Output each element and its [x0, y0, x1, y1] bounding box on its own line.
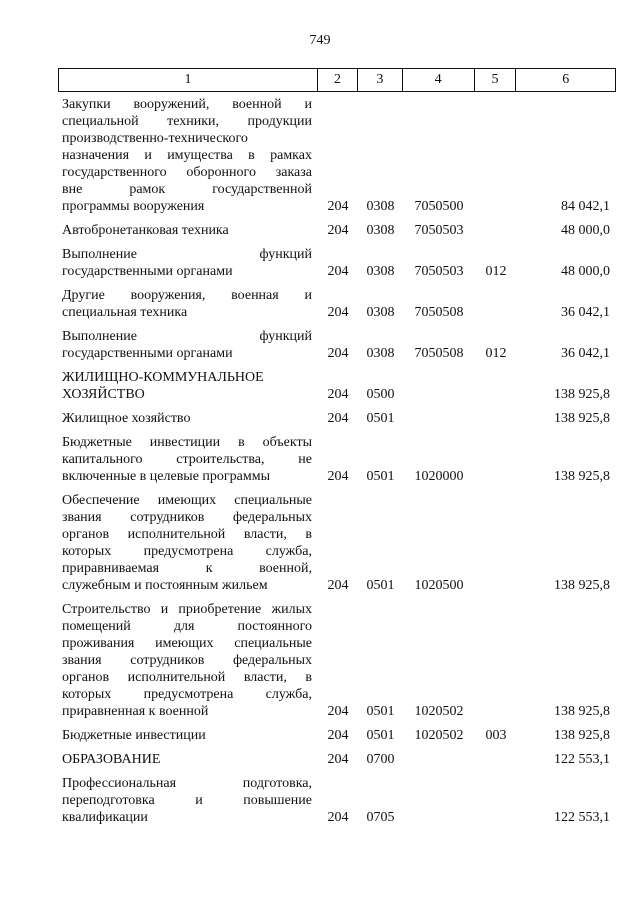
row-col-2: 204 — [327, 728, 349, 743]
row-description-line: включенные в целевые программы — [62, 469, 271, 484]
row-description — [58, 287, 318, 321]
row-col-2: 204 — [327, 752, 349, 767]
row-description-line: Бюджетные инвестиции — [62, 728, 206, 743]
row-description-line: производственно-технического — [62, 131, 248, 146]
row-description — [58, 246, 318, 280]
row-description-line: приравниваемая к военной, — [62, 561, 312, 576]
row-description-line: органов исполнительной власти, в — [62, 670, 312, 685]
table-row — [58, 328, 616, 362]
row-description — [58, 434, 318, 485]
row-col-2: 204 — [327, 469, 349, 484]
row-col-4: 1020502 — [414, 704, 464, 719]
row-col-5: 012 — [485, 346, 507, 361]
row-col-4: 1020000 — [414, 469, 464, 484]
row-description-line: назначения и имущества в рамках — [62, 148, 312, 163]
table-row — [58, 492, 616, 594]
header-col-6: 6 — [562, 72, 570, 87]
header-col-5: 5 — [475, 69, 517, 91]
row-description-line: помещений для постоянного — [62, 619, 312, 634]
header-col-3: 3 — [358, 69, 403, 91]
row-description — [58, 410, 318, 427]
row-col-2: 204 — [327, 578, 349, 593]
row-col-6: 48 000,0 — [561, 264, 610, 279]
row-col-3: 0308 — [366, 199, 395, 214]
row-col-3: 0501 — [366, 704, 395, 719]
row-col-2: 204 — [327, 704, 349, 719]
row-description-line: Закупки вооружений, военной и — [62, 97, 312, 112]
row-description — [58, 328, 318, 362]
header-col-4: 4 — [403, 69, 475, 91]
row-col-6: 36 042,1 — [561, 346, 610, 361]
row-col-3: 0501 — [366, 469, 395, 484]
row-description-line: Профессиональная подготовка, — [62, 776, 312, 791]
row-col-2: 204 — [327, 199, 349, 214]
row-description-line: государственного оборонного заказа — [62, 165, 312, 180]
row-description — [58, 96, 318, 215]
row-col-6: 138 925,8 — [554, 469, 610, 484]
row-description — [58, 492, 318, 594]
row-col-3: 0700 — [366, 752, 395, 767]
table-row — [58, 775, 616, 826]
table-row — [58, 434, 616, 485]
row-col-2: 204 — [327, 346, 349, 361]
row-description-line: программы вооружения — [62, 199, 205, 214]
row-col-4: 7050503 — [414, 264, 464, 279]
row-col-4: 1020500 — [414, 578, 464, 593]
row-col-3: 0501 — [366, 728, 395, 743]
row-description-line: специальной техники, продукции — [62, 114, 312, 129]
page-number: 749 — [309, 33, 331, 48]
row-description-line: проживания имеющих специальные — [62, 636, 312, 651]
row-col-6: 138 925,8 — [554, 578, 610, 593]
row-col-4: 7050508 — [414, 346, 464, 361]
row-description-line: Строительство и приобретение жилых — [62, 602, 312, 617]
row-col-2: 204 — [327, 264, 349, 279]
row-col-6: 138 925,8 — [554, 387, 610, 402]
row-description-line: специальная техника — [62, 305, 188, 320]
row-description — [58, 751, 318, 768]
row-col-5: 003 — [485, 728, 507, 743]
row-col-2: 204 — [327, 387, 349, 402]
row-description-line: приравненная к военной — [62, 704, 209, 719]
row-col-2: 204 — [327, 223, 349, 238]
row-description-line: капитального строительства, не — [62, 452, 312, 467]
row-description — [58, 601, 318, 720]
row-col-6: 138 925,8 — [554, 728, 610, 743]
table-row — [58, 410, 616, 427]
row-description-line: Автобронетанковая техника — [62, 223, 229, 238]
row-description-line: которых предусмотрена служба, — [62, 687, 312, 702]
row-col-4: 7050500 — [414, 199, 464, 214]
row-col-3: 0308 — [366, 305, 395, 320]
row-description-line: вне рамок государственной — [62, 182, 312, 197]
row-description-line: ОБРАЗОВАНИЕ — [62, 752, 161, 767]
row-description-line: Обеспечение имеющих специальные — [62, 493, 312, 508]
row-description — [58, 727, 318, 744]
row-description-line: квалификации — [62, 810, 148, 825]
row-col-3: 0308 — [366, 346, 395, 361]
table-row — [58, 369, 616, 403]
row-description — [58, 369, 318, 403]
row-description-line: звания сотрудников федеральных — [62, 653, 312, 668]
row-col-6: 36 042,1 — [561, 305, 610, 320]
table-row — [58, 246, 616, 280]
row-description-line: органов исполнительной власти, в — [62, 527, 312, 542]
row-description-line: Бюджетные инвестиции в объекты — [62, 435, 312, 450]
header-col-1: 1 — [59, 69, 318, 91]
table-row — [58, 222, 616, 239]
table-body — [58, 96, 616, 833]
row-col-6: 84 042,1 — [561, 199, 610, 214]
row-col-3: 0308 — [366, 223, 395, 238]
row-description-line: Выполнение функций — [62, 247, 312, 262]
row-col-6: 122 553,1 — [554, 810, 610, 825]
row-col-6: 122 553,1 — [554, 752, 610, 767]
row-col-6: 48 000,0 — [561, 223, 610, 238]
row-col-4: 7050503 — [414, 223, 464, 238]
row-col-6: 138 925,8 — [554, 411, 610, 426]
row-description-line: ЖИЛИЩНО-КОММУНАЛЬНОЕ — [62, 370, 264, 385]
row-description-line: Другие вооружения, военная и — [62, 288, 312, 303]
table-row — [58, 727, 616, 744]
row-description-line: которых предусмотрена служба, — [62, 544, 312, 559]
row-col-2: 204 — [327, 810, 349, 825]
row-description — [58, 775, 318, 826]
table-row — [58, 601, 616, 720]
row-col-2: 204 — [327, 411, 349, 426]
table-row — [58, 96, 616, 215]
row-description — [58, 222, 318, 239]
row-col-4: 1020502 — [414, 728, 464, 743]
row-col-3: 0705 — [366, 810, 395, 825]
row-col-6: 138 925,8 — [554, 704, 610, 719]
table-header — [58, 68, 616, 92]
row-description-line: переподготовка и повышение — [62, 793, 312, 808]
row-col-3: 0501 — [366, 411, 395, 426]
table-row — [58, 751, 616, 768]
row-col-3: 0308 — [366, 264, 395, 279]
row-description-line: государственными органами — [62, 346, 233, 361]
row-col-5: 012 — [485, 264, 507, 279]
row-description-line: служебным и постоянным жильем — [62, 578, 268, 593]
row-description-line: Выполнение функций — [62, 329, 312, 344]
row-description-line: государственными органами — [62, 264, 233, 279]
row-description-line: звания сотрудников федеральных — [62, 510, 312, 525]
row-description-line: ХОЗЯЙСТВО — [62, 387, 145, 402]
row-col-3: 0501 — [366, 578, 395, 593]
row-description-line: Жилищное хозяйство — [62, 411, 191, 426]
row-col-4: 7050508 — [414, 305, 464, 320]
row-col-3: 0500 — [366, 387, 395, 402]
header-col-2: 2 — [318, 69, 358, 91]
table-row — [58, 287, 616, 321]
row-col-2: 204 — [327, 305, 349, 320]
